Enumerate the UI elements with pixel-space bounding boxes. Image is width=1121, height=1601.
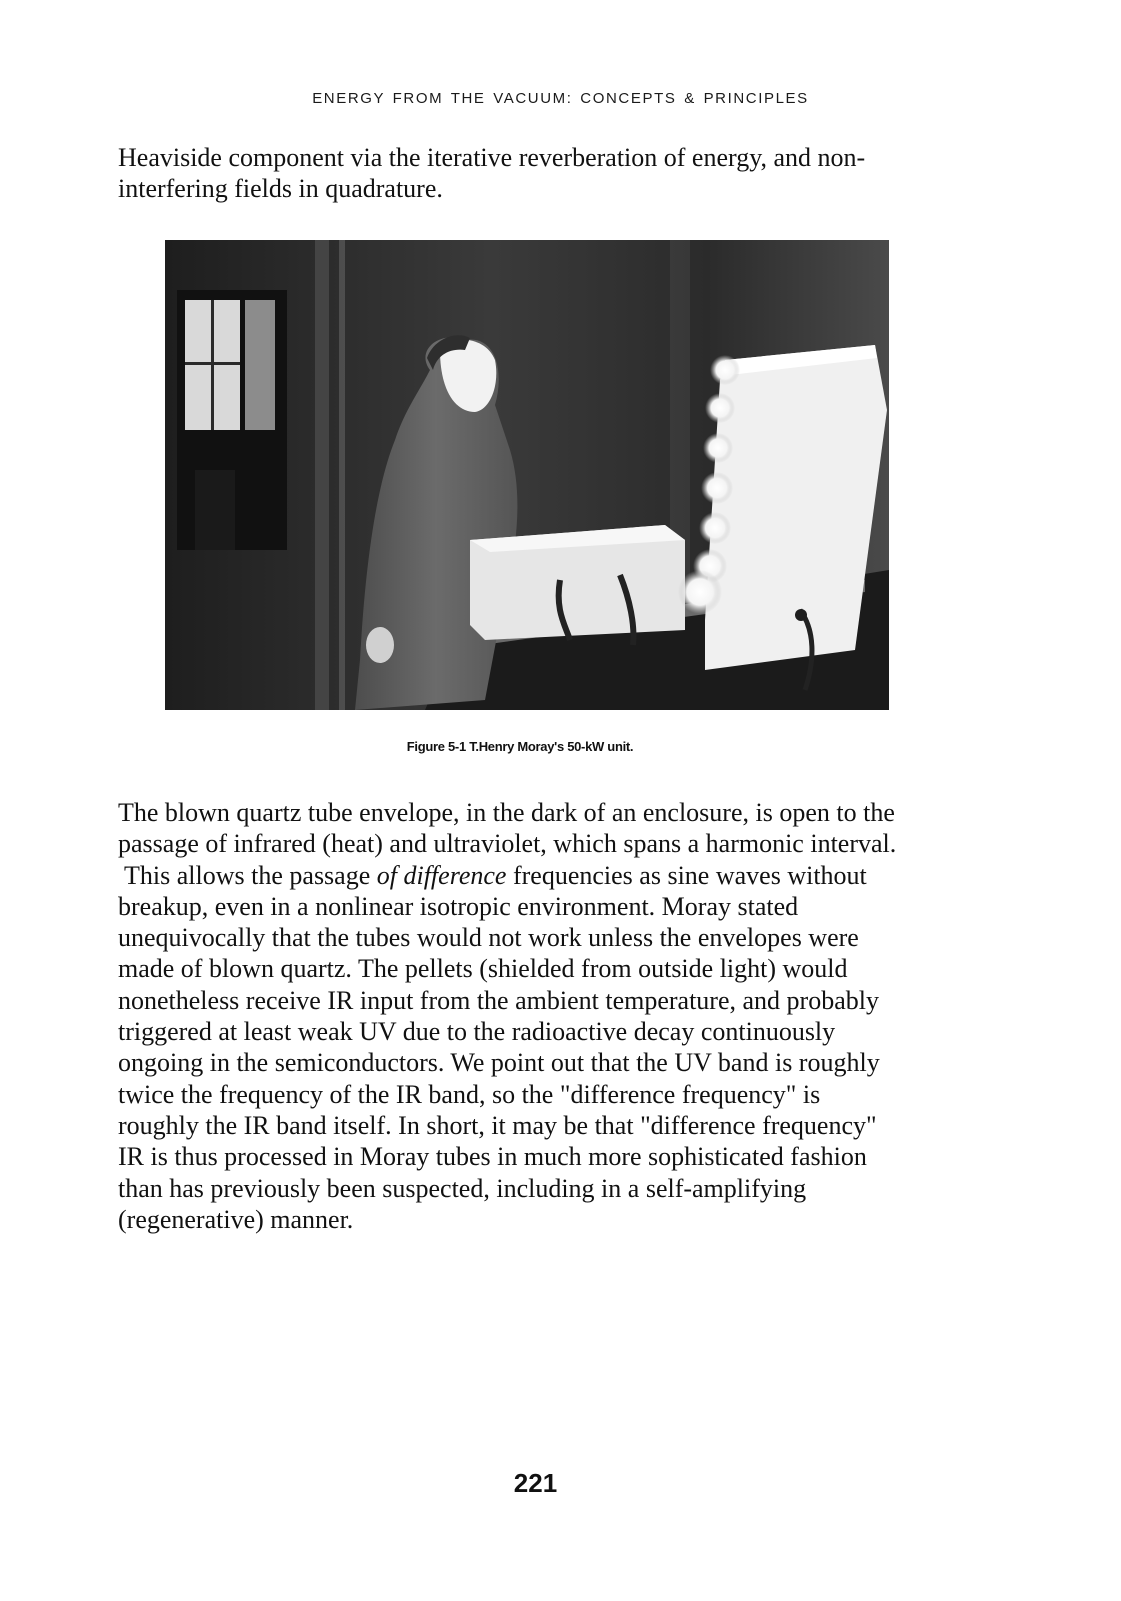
page-number: 221 (513, 1468, 558, 1498)
text-line: made of blown quartz. The pellets (shielded from outside light) would (118, 954, 848, 984)
text-line: passage of infrared (heat) and ultraviolet, which spans a harmonic interval. (118, 829, 897, 859)
text-line: IR is thus processed in Moray tubes in much more sophisticated fashion (118, 1142, 867, 1172)
text-line: breakup, even in a nonlinear isotropic environment. Moray stated (118, 891, 799, 921)
text-segment: frequencies as sine waves without (506, 860, 867, 890)
text-line: ongoing in the semiconductors. We point out that the UV band is roughly (118, 1048, 880, 1078)
text-line: unequivocally that the tubes would not work unless the envelopes were (118, 923, 859, 953)
text-line: (regenerative) manner. (118, 1204, 354, 1234)
running-header: ENERGY FROM THE VACUUM: CONCEPTS & PRINCIPLES (312, 90, 809, 107)
text-line: roughly the IR band itself. In short, it may be that "difference frequency" (118, 1110, 877, 1140)
figure-caption: Figure 5-1 T.Henry Moray's 50-kW unit. (406, 739, 634, 754)
figure-photograph (165, 240, 889, 710)
italic-phrase: of difference (376, 860, 507, 890)
text-line (118, 860, 968, 891)
text-line: interfering fields in quadrature. (118, 174, 443, 204)
text-line: nonetheless receive IR input from the ambient temperature, and probably (118, 985, 879, 1015)
text-line: The blown quartz tube envelope, in the dark of an enclosure, is open to the (118, 798, 895, 827)
intro-paragraph (118, 142, 968, 205)
text-line: twice the frequency of the IR band, so the "difference frequency" is (118, 1079, 821, 1109)
body-paragraph (118, 797, 968, 1235)
text-line: triggered at least weak UV due to the radioactive decay continuously (118, 1017, 836, 1047)
text-segment: This allows the passage (118, 860, 377, 890)
text-line: Heaviside component via the iterative reverberation of energy, and non- (118, 143, 866, 172)
text-line: than has previously been suspected, including in a self-amplifying (118, 1173, 807, 1203)
